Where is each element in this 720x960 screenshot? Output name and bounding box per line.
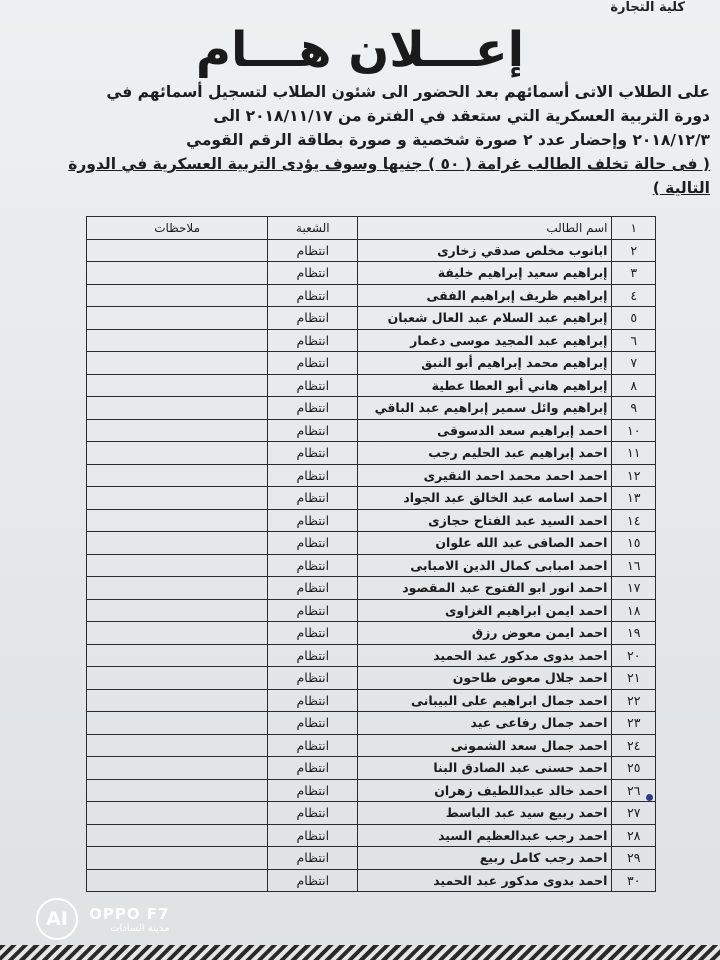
division-cell: انتظام [268,419,358,442]
notice-line-1: على الطلاب الاتى أسمائهم بعد الحضور الى شئون الطلاب لتسجيل أسمائهم في [106,83,710,101]
notice-fee-line: ( فى حالة تخلف الطالب غرامة ( ٥٠ ) جنيها وسوف يؤدى التربية العسكرية في الدورة التالية ) [68,155,710,197]
student-name: احمد إبراهيم سعد الدسوقى [358,419,612,442]
student-name: إبراهيم وائل سمير إبراهيم عبد الباقي [358,397,612,420]
table-row [87,329,656,352]
notes-cell [87,554,268,577]
student-name: احمد امبابى كمال الدين الامبابى [358,554,612,577]
row-number: ٧ [612,352,656,375]
table-row [87,509,656,532]
table-header-row [87,217,656,240]
notes-cell [87,577,268,600]
student-name: احمد بدوى مدكور عبد الحميد [358,644,612,667]
table-row [87,239,656,262]
table-row [87,712,656,735]
student-name: احمد جلال معوض طاحون [358,667,612,690]
student-name: احمد ربيع سيد عبد الباسط [358,802,612,825]
header-division: الشعبة [268,217,358,240]
notes-cell [87,442,268,465]
notes-cell [87,419,268,442]
division-cell: انتظام [268,329,358,352]
student-name: ابانوب مخلص صدقي زخارى [358,239,612,262]
notes-cell [87,599,268,622]
table-row [87,577,656,600]
student-name: احمد جمال رفاعى عيد [358,712,612,735]
table-row [87,307,656,330]
division-cell: انتظام [268,442,358,465]
table-row [87,667,656,690]
notes-cell [87,734,268,757]
division-cell: انتظام [268,599,358,622]
notes-cell [87,397,268,420]
student-name: احمد جمال سعد الشمونى [358,734,612,757]
division-cell: انتظام [268,284,358,307]
student-name: إبراهيم هاني أبو العطا عطية [358,374,612,397]
table-row [87,622,656,645]
table-row [87,397,656,420]
notes-cell [87,532,268,555]
table-row [87,644,656,667]
table-row [87,689,656,712]
table-row [87,869,656,892]
header-number: ١ [612,217,656,240]
division-cell: انتظام [268,554,358,577]
row-number: ٣٠ [612,869,656,892]
division-cell: انتظام [268,824,358,847]
table-row [87,352,656,375]
ai-logo-icon: AI [36,898,78,940]
table-row [87,734,656,757]
student-name: احمد خالد عبداللطيف زهران [358,779,612,802]
row-number: ٢٤ [612,734,656,757]
row-number: ٢٦ [612,779,656,802]
division-cell: انتظام [268,464,358,487]
division-cell: انتظام [268,307,358,330]
row-number: ٢٧ [612,802,656,825]
table-row [87,284,656,307]
camera-model: OPPO F7 [89,904,170,923]
division-cell: انتظام [268,622,358,645]
division-cell: انتظام [268,779,358,802]
table-row [87,487,656,510]
student-name: احمد اسامه عبد الخالق عبد الجواد [358,487,612,510]
row-number: ٦ [612,329,656,352]
row-number: ٩ [612,397,656,420]
row-number: ٢٠ [612,644,656,667]
notes-cell [87,779,268,802]
row-number: ٢٨ [612,824,656,847]
student-name: إبراهيم محمد إبراهيم أبو النبق [358,352,612,375]
student-name: إبراهيم ظريف إبراهيم الفقى [358,284,612,307]
location-text: مدينة السادات [110,922,170,934]
division-cell: انتظام [268,802,358,825]
row-number: ٢٩ [612,847,656,870]
table-row [87,779,656,802]
division-cell: انتظام [268,487,358,510]
notice-line-2: دورة التربية العسكرية التي ستعقد في الفترة من ٢٠١٨/١١/١٧ الى [213,107,710,125]
division-cell: انتظام [268,847,358,870]
row-number: ٢٢ [612,689,656,712]
row-number: ٢٥ [612,757,656,780]
division-cell: انتظام [268,352,358,375]
table-row [87,802,656,825]
student-name: احمد بدوى مدكور عبد الحميد [358,869,612,892]
student-name: إبراهيم عبد السلام عبد العال شعبان [358,307,612,330]
notes-cell [87,689,268,712]
notes-cell [87,464,268,487]
row-number: ١٦ [612,554,656,577]
division-cell: انتظام [268,644,358,667]
division-cell: انتظام [268,869,358,892]
row-number: ٥ [612,307,656,330]
row-number: ١٧ [612,577,656,600]
row-number: ١١ [612,442,656,465]
division-cell: انتظام [268,397,358,420]
division-cell: انتظام [268,577,358,600]
student-name: احمد ايمن ابراهيم الغزاوى [358,599,612,622]
student-name: احمد إبراهيم عبد الحليم رجب [358,442,612,465]
notes-cell [87,824,268,847]
division-cell: انتظام [268,509,358,532]
division-cell: انتظام [268,262,358,285]
row-number: ١٣ [612,487,656,510]
student-name: احمد انور ابو الفتوح عبد المقصود [358,577,612,600]
notes-cell [87,802,268,825]
row-number: ١٩ [612,622,656,645]
notes-cell [87,239,268,262]
table-row [87,847,656,870]
row-number: ١٨ [612,599,656,622]
notes-cell [87,374,268,397]
student-table [86,216,656,892]
header-notes: ملاحظات [87,217,268,240]
row-number: ١٢ [612,464,656,487]
notes-cell [87,307,268,330]
decorative-border [0,945,720,960]
division-cell: انتظام [268,532,358,555]
table-row [87,824,656,847]
row-number: ٢ [612,239,656,262]
notes-cell [87,284,268,307]
announcement-title: إعـــلان هـــام [195,22,525,78]
student-name: احمد رجب عبدالعظيم السيد [358,824,612,847]
header-student-name: اسم الطالب [358,217,612,240]
notes-cell [87,712,268,735]
student-name: احمد جمال ابراهيم على البيبانى [358,689,612,712]
student-name: احمد حسنى عبد الصادق البنا [358,757,612,780]
faculty-name: كلية التجارة [610,0,685,15]
notes-cell [87,869,268,892]
row-number: ١٥ [612,532,656,555]
ink-dot [646,794,653,801]
table-row [87,374,656,397]
row-number: ٣ [612,262,656,285]
division-cell: انتظام [268,239,358,262]
camera-watermark [36,898,170,940]
table-row [87,757,656,780]
student-name: احمد ايمن معوض رزق [358,622,612,645]
student-name: احمد الصافى عبد الله علوان [358,532,612,555]
table-row [87,464,656,487]
notes-cell [87,757,268,780]
notes-cell [87,644,268,667]
notes-cell [87,262,268,285]
row-number: ٨ [612,374,656,397]
notes-cell [87,622,268,645]
notes-cell [87,487,268,510]
division-cell: انتظام [268,757,358,780]
row-number: ٤ [612,284,656,307]
row-number: ١٠ [612,419,656,442]
division-cell: انتظام [268,689,358,712]
table-body [87,239,656,892]
notes-cell [87,509,268,532]
table-row [87,532,656,555]
division-cell: انتظام [268,734,358,757]
notes-cell [87,352,268,375]
row-number: ٢١ [612,667,656,690]
table-row [87,599,656,622]
notice-line-3: ٢٠١٨/١٢/٣ وإحضار عدد ٢ صورة شخصية و صورة بطاقة الرقم القومي [186,131,710,149]
student-name: احمد رجب كامل ربيع [358,847,612,870]
table-row [87,554,656,577]
notes-cell [87,667,268,690]
table-row [87,419,656,442]
table-row [87,262,656,285]
student-name: احمد احمد محمد احمد النقيرى [358,464,612,487]
division-cell: انتظام [268,712,358,735]
table-row [87,442,656,465]
division-cell: انتظام [268,667,358,690]
division-cell: انتظام [268,374,358,397]
student-name: إبراهيم سعيد إبراهيم خليفة [358,262,612,285]
row-number: ١٤ [612,509,656,532]
notice-text [60,80,710,200]
row-number: ٢٣ [612,712,656,735]
notes-cell [87,847,268,870]
notes-cell [87,329,268,352]
student-name: إبراهيم عبد المجيد موسى دغمار [358,329,612,352]
student-name: احمد السيد عبد الفتاح حجازى [358,509,612,532]
